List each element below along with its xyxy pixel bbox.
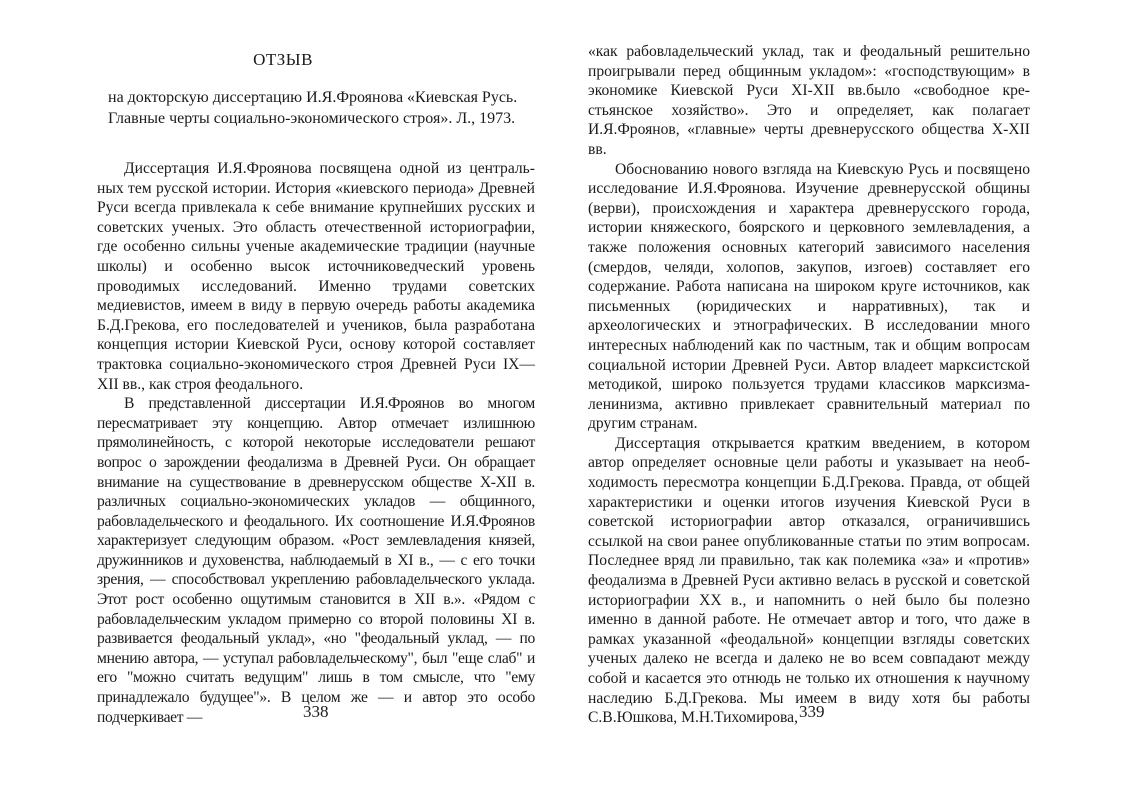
right-page-body: [588, 42, 1030, 728]
paragraph: Диссертация открывается кратким введением, в котором автор определяет основные цели работы и указывает на необходимость пересмотра концепции Б.Д.Грекова. Правда, от общей характеристики и оценки итогов изучения Киевской Руси в советской историографии автор отказался, ограничившись ссылкой на свои ранее опубликованные статьи по этим вопросам. Последнее вряд ли правильно, так как полемика «за» и «против» феодализма в Древней Руси активно велась в русской и советской историографии XX в., и напомнить о ней было бы полезно именно в данной работе. Не отмечает автор и того, что даже в рамках указанной «феодальной» концепции взгляды советских ученых далеко не всегда и далеко не во всем совпадают между собой и касается это отнюдь не только их отношения к научному наследию Б.Д.Грекова. Мы имеем в виду хотя бы работы С.В.Юшкова, М.Н.Тихомирова,: [588, 434, 1030, 727]
paragraph: В представленной диссертации И.Я.Фроянов во многом пересматривает эту концепцию. Автор отмечает излишнюю прямолинейность, с которой некоторые исследователи решают вопрос о зарождении феодализма в Древней Руси. Он обращает внимание на существование в древнерусском обществе X-XII в. различных социально-экономических укладов — общинного, рабовладельческого и феодального. Их соотношение И.Я.Фроянов характеризует следующим образом. «Рост землевладения князей, дружинников и духовенства, наблюдаемый в XI в., — с его точки зрения, — способствовал укреплению рабовладельческого уклада. Этот рост особенно ощутимым становится в XII в.». «Рядом с рабовладельческим укладом примерно со второй половины XI в. развивается феодальный уклад», «но "феодальный уклад, — по мнению автора, — уступал рабовладельческому", был "еще слаб" и его "можно считать ведущим" лишь в том смысле, что "ему принадлежало будущее"». В целом же — и автор это особо подчеркивает —: [97, 395, 535, 726]
left-page-body: [97, 159, 535, 727]
page-number: 338: [303, 702, 329, 721]
document-subtitle: на докторскую диссертацию И.Я.Фроянова «Киевская Русь. Главные черты социально-экономического строя». Л., 1973.: [108, 89, 518, 127]
document-title: ОТЗЫВ: [253, 50, 313, 69]
page-number: 339: [799, 702, 825, 721]
right-page: [566, 0, 1131, 800]
paragraph: «как рабовладельческий уклад, так и феодальный решительно проигрывали перед общинным укладом»: «господствующим» в экономике Киевской Руси XI-XII вв.было «свободное крестьянское хозяйство». Это и определяет, как полагает И.Я.Фроянов, «главные» черты древнерусского общества X-XII вв.: [588, 43, 1030, 158]
paragraph: Диссертация И.Я.Фроянова посвящена одной из центральных тем русской истории. История «киевского периода» Древней Руси всегда привлекала к себе внимание крупнейших русских и советских ученых. Это область отечественной историографии, где особенно сильны ученые академические традиции (научные школы) и особенно высок источниковедческий уровень проводимых исследований. Именно трудами советских медиевистов, имеем в виду в первую очередь работы академика Б.Д.Грекова, его последователей и учеников, была разработана концепция истории Киевской Руси, основу которой составляет трактовка социально-экономического строя Древней Руси IX—XII вв., как строя феодального.: [97, 160, 535, 393]
paragraph: Обоснованию нового взгляда на Киевскую Русь и посвящено исследование И.Я.Фроянова. Изучение древнерусской общины (верви), происхождения и характера древнерусского города, истории княжеского, боярского и церковного землевладения, а также положения основных категорий зависимого населения (смердов, челяди, холопов, закупов, изгоев) составляет его содержание. Работа написана на широком круге источников, как письменных (юридических и нарративных), так и археологических и этнографических. В исследовании много интересных наблюдений как по частным, так и общим вопросам социальной истории Древней Руси. Автор владеет марксистской методикой, широко пользуется трудами классиков марксизма-ленинизма, активно привлекает сравнительный материал по другим странам.: [588, 160, 1030, 433]
